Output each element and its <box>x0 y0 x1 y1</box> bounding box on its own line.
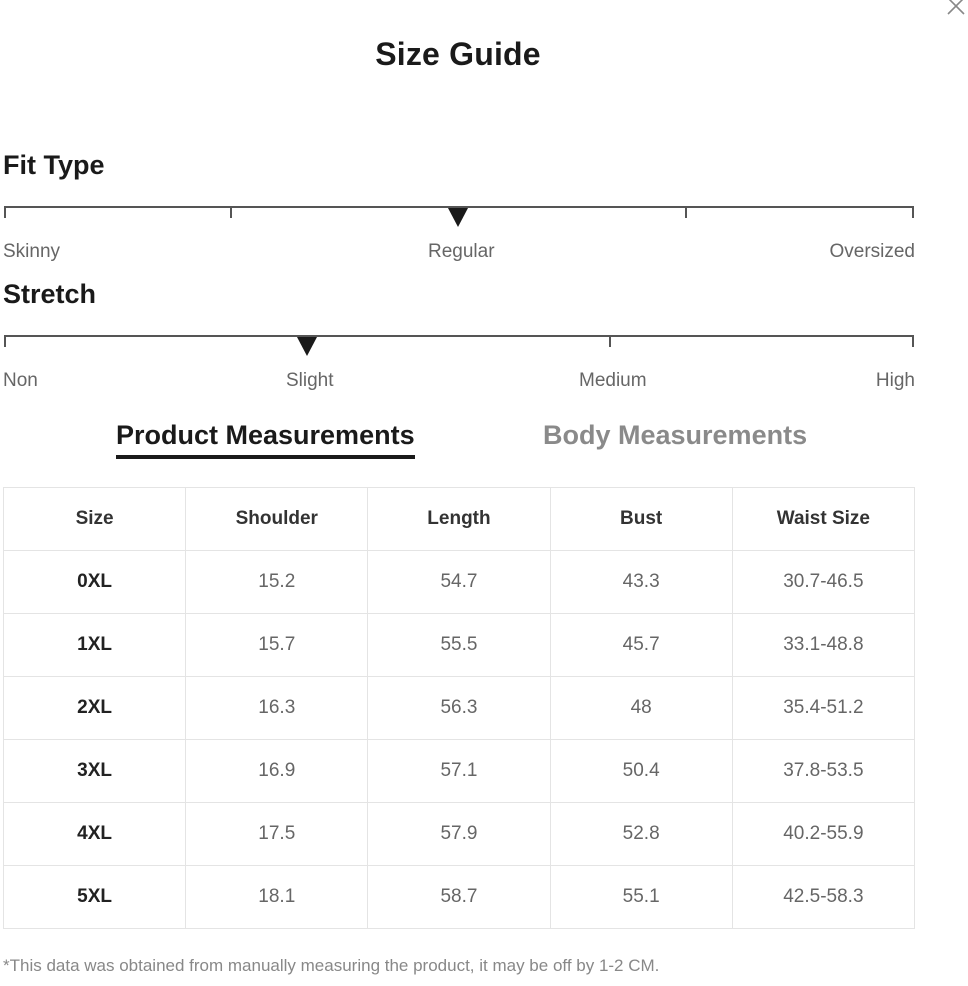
cell-size: 2XL <box>4 677 186 740</box>
header-length: Length <box>368 488 550 551</box>
cell-length: 57.1 <box>368 740 550 803</box>
table-row <box>4 551 915 614</box>
table-row <box>4 866 915 929</box>
fit-type-tick <box>912 206 914 218</box>
cell-waist-size: 42.5-58.3 <box>732 866 914 929</box>
header-waist-size: Waist Size <box>732 488 914 551</box>
close-icon <box>944 0 968 18</box>
cell-length: 54.7 <box>368 551 550 614</box>
cell-bust: 45.7 <box>550 614 732 677</box>
tab-body-measurements[interactable]: Body Measurements <box>543 420 808 450</box>
tab-product-measurements[interactable]: Product Measurements <box>116 420 415 459</box>
cell-bust: 52.8 <box>550 803 732 866</box>
stretch-label-medium: Medium <box>579 370 647 391</box>
cell-size: 4XL <box>4 803 186 866</box>
stretch-label-slight: Slight <box>286 370 334 391</box>
fit-type-tick <box>4 206 6 218</box>
measurement-tabs <box>0 420 916 470</box>
cell-waist-size: 40.2-55.9 <box>732 803 914 866</box>
stretch-scale-labels <box>3 370 915 394</box>
fit-type-marker-icon <box>448 208 468 227</box>
cell-size: 3XL <box>4 740 186 803</box>
table-row <box>4 677 915 740</box>
stretch-tick <box>912 335 914 347</box>
cell-length: 55.5 <box>368 614 550 677</box>
fit-type-label: Fit Type <box>3 150 105 180</box>
cell-length: 58.7 <box>368 866 550 929</box>
stretch-tick <box>609 335 611 347</box>
fit-type-label-oversized: Oversized <box>829 241 915 262</box>
measurements-table <box>3 487 915 929</box>
cell-waist-size: 35.4-51.2 <box>732 677 914 740</box>
fit-type-label-skinny: Skinny <box>3 241 61 262</box>
cell-bust: 55.1 <box>550 866 732 929</box>
cell-bust: 48 <box>550 677 732 740</box>
header-shoulder: Shoulder <box>186 488 368 551</box>
cell-shoulder: 18.1 <box>186 866 368 929</box>
fit-type-scale <box>4 206 914 220</box>
cell-shoulder: 16.3 <box>186 677 368 740</box>
stretch-tick <box>4 335 6 347</box>
cell-bust: 50.4 <box>550 740 732 803</box>
footnote: *This data was obtained from manually measuring the product, it may be off by 1-2 CM. <box>3 956 660 975</box>
cell-shoulder: 17.5 <box>186 803 368 866</box>
cell-shoulder: 15.2 <box>186 551 368 614</box>
stretch-label-high: High <box>875 370 915 391</box>
cell-waist-size: 37.8-53.5 <box>732 740 914 803</box>
header-size: Size <box>4 488 186 551</box>
cell-bust: 43.3 <box>550 551 732 614</box>
cell-size: 1XL <box>4 614 186 677</box>
stretch-scale-bar <box>4 335 914 337</box>
cell-waist-size: 30.7-46.5 <box>732 551 914 614</box>
stretch-scale <box>4 335 914 349</box>
cell-length: 57.9 <box>368 803 550 866</box>
cell-size: 0XL <box>4 551 186 614</box>
table-row <box>4 740 915 803</box>
cell-shoulder: 16.9 <box>186 740 368 803</box>
cell-shoulder: 15.7 <box>186 614 368 677</box>
stretch-marker-icon <box>297 337 317 356</box>
fit-type-label-regular: Regular <box>428 241 495 262</box>
cell-waist-size: 33.1-48.8 <box>732 614 914 677</box>
fit-type-tick <box>685 206 687 218</box>
cell-length: 56.3 <box>368 677 550 740</box>
close-button[interactable] <box>944 0 968 18</box>
stretch-label: Stretch <box>3 279 97 309</box>
header-bust: Bust <box>550 488 732 551</box>
table-row <box>4 803 915 866</box>
stretch-label-non: Non <box>3 370 38 391</box>
table-row <box>4 614 915 677</box>
page-title: Size Guide <box>375 36 541 72</box>
cell-size: 5XL <box>4 866 186 929</box>
table-header-row <box>4 488 915 551</box>
fit-type-tick <box>230 206 232 218</box>
fit-type-scale-labels <box>3 241 915 265</box>
